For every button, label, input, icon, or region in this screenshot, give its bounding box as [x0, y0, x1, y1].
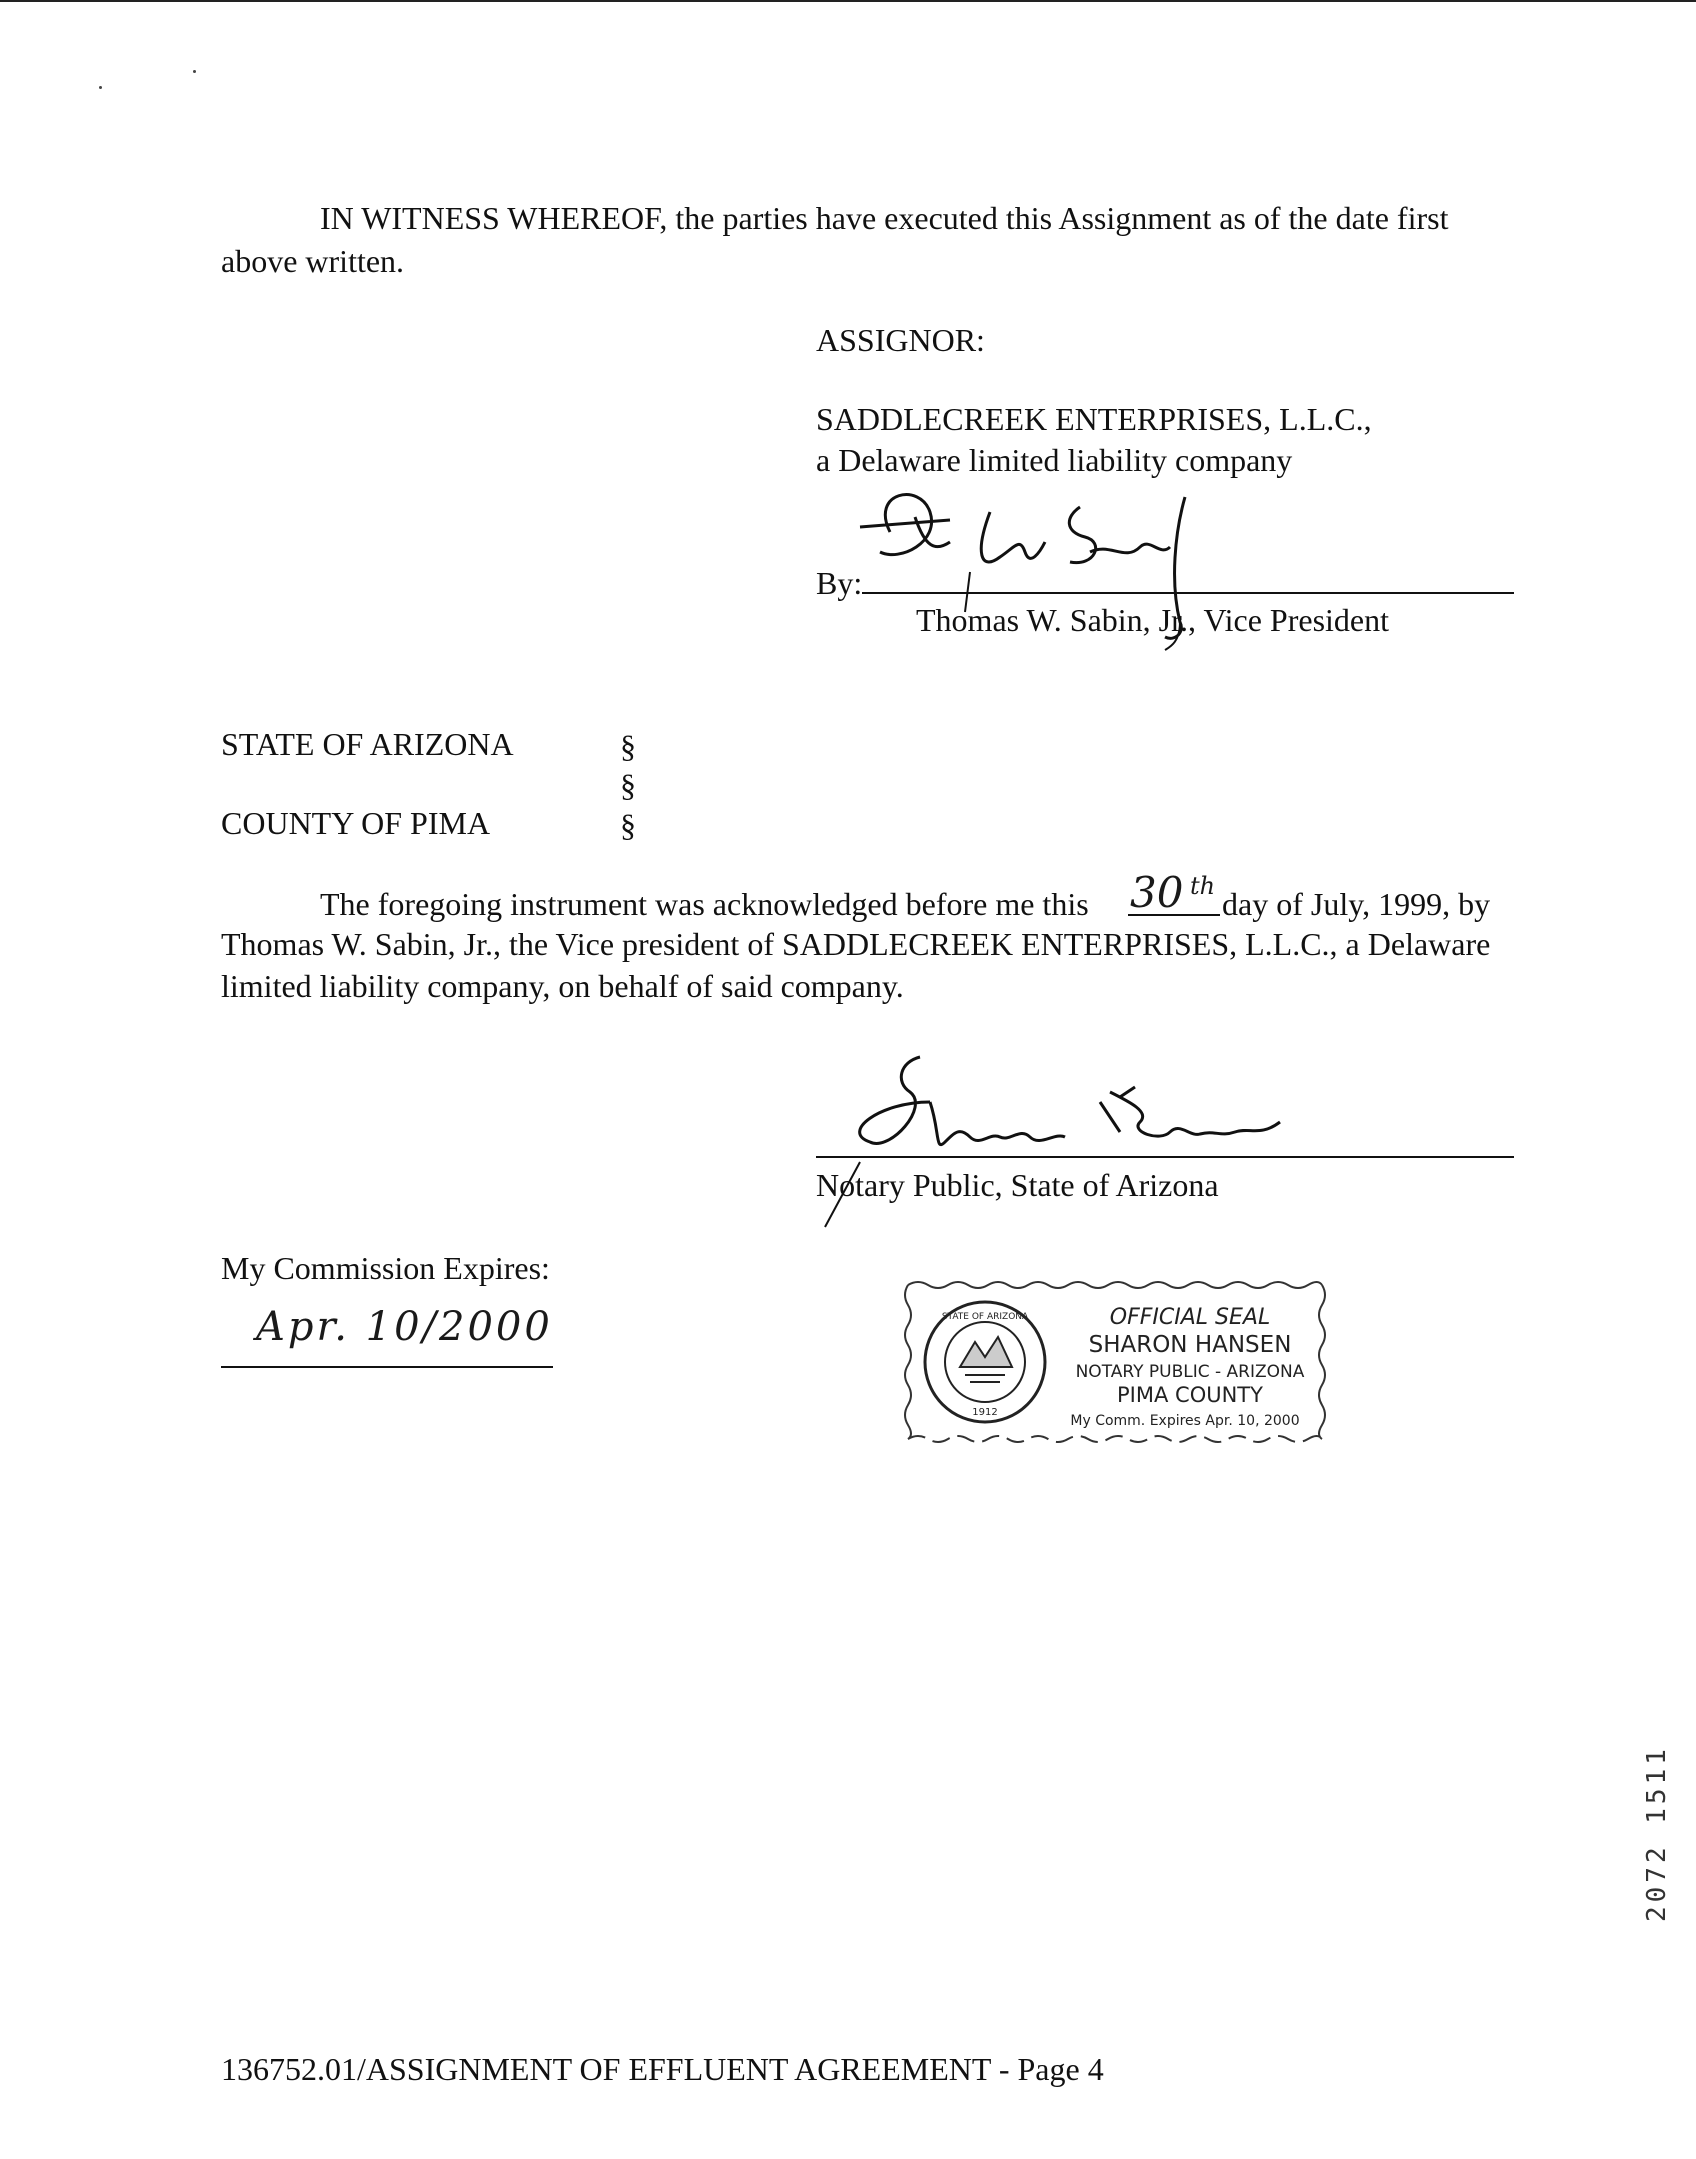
acknowledgment-line2: Thomas W. Sabin, Jr., the Vice president of SADDLECREEK ENTERPRISES, L.L.C., a Delaware: [221, 926, 1491, 962]
assignor-company: SADDLECREEK ENTERPRISES, L.L.C.,: [816, 401, 1372, 437]
acknowledgment-line3: limited liability company, on behalf of said company.: [221, 968, 904, 1004]
handwritten-day: 30: [1130, 868, 1184, 917]
by-label: By:: [816, 565, 863, 601]
state-seal-emblem: [920, 1297, 1050, 1427]
assignor-signer-name: Thomas W. Sabin, Jr., Vice President: [916, 602, 1390, 638]
assignor-company-description: a Delaware limited liability company: [816, 442, 1293, 478]
section-symbol: §: [620, 728, 636, 764]
commission-expiration-date: Apr. 10/2000: [256, 1304, 553, 1350]
venue-county: COUNTY OF PIMA: [221, 805, 491, 841]
seal-notary-name: SHARON HANSEN: [1088, 1332, 1292, 1358]
section-symbol: §: [620, 767, 636, 803]
seal-official-label: OFFICIAL SEAL: [1109, 1305, 1271, 1330]
witness-clause-line1: [320, 196, 1448, 240]
commission-label: My Commission Expires:: [221, 1250, 550, 1286]
scan-speck: [99, 86, 102, 89]
seal-notary-jurisdiction: NOTARY PUBLIC - ARIZONA: [1075, 1362, 1305, 1382]
handwritten-day-suffix: th: [1190, 872, 1216, 900]
witness-clause-tail: above written.: [221, 243, 405, 279]
acknowledgment-line1-start: The foregoing instrument was acknowledged before me this: [320, 886, 1089, 922]
seal-county: PIMA COUNTY: [1117, 1383, 1263, 1407]
notary-title: Notary Public, State of Arizona: [816, 1167, 1219, 1203]
scan-speck: [193, 70, 196, 73]
svg-text:STATE OF ARIZONA: STATE OF ARIZONA: [941, 1312, 1029, 1322]
margin-recording-stamp: 2072 1511: [1642, 1745, 1672, 1922]
witness-clause-line2: [221, 239, 404, 283]
assignor-signature-line: [862, 592, 1514, 594]
assignor-heading: ASSIGNOR:: [816, 322, 985, 358]
acknowledgment-line1-end: day of July, 1999, by: [1222, 886, 1491, 922]
notary-signature-line: [816, 1156, 1514, 1158]
notary-signature: [820, 1042, 1320, 1242]
svg-text:1912: 1912: [972, 1407, 998, 1418]
section-symbol: §: [620, 807, 636, 843]
seal-commission-expiry: My Comm. Expires Apr. 10, 2000: [1070, 1413, 1300, 1429]
venue-state: STATE OF ARIZONA: [221, 726, 514, 762]
witness-clause-text: IN WITNESS WHEREOF, the parties have executed this Assignment as of the date first: [320, 200, 1449, 236]
notary-seal-stamp: [900, 1277, 1330, 1447]
commission-date-line: [221, 1366, 553, 1368]
footer-document-reference: 136752.01/ASSIGNMENT OF EFFLUENT AGREEMENT - Page 4: [221, 2051, 1104, 2087]
